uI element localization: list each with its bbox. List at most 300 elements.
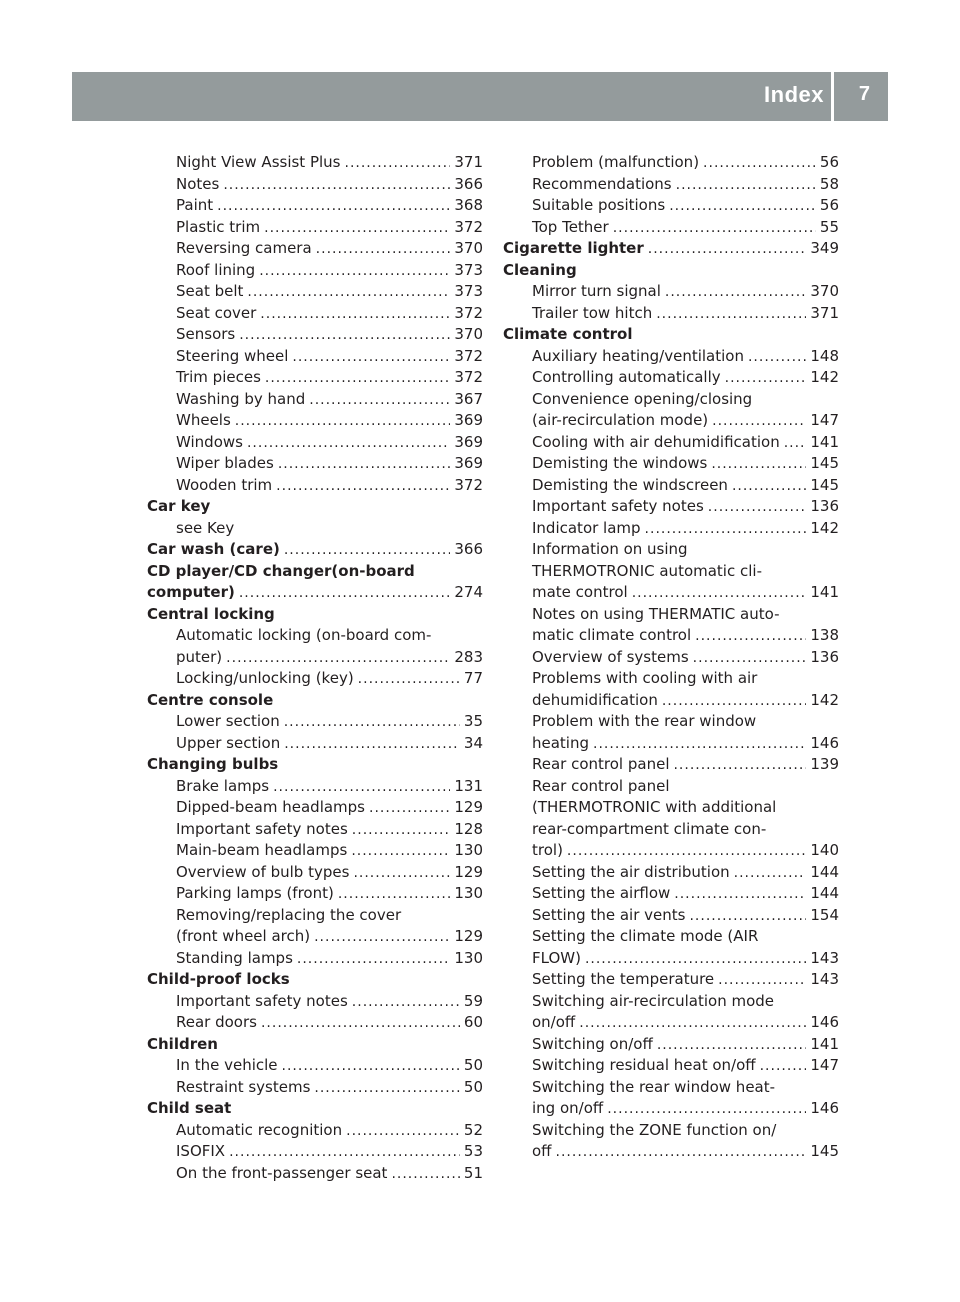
entry-text: Notes bbox=[176, 174, 220, 193]
entry-text: Notes on using THERMATIC auto- bbox=[532, 604, 780, 623]
entry-text: Sensors bbox=[176, 325, 236, 343]
index-subentry bbox=[503, 346, 839, 368]
index-subentry bbox=[147, 711, 483, 733]
index-subentry bbox=[147, 991, 483, 1013]
entry-text: Rear control panel bbox=[532, 776, 670, 795]
entry-text: Car wash (care) bbox=[147, 540, 280, 558]
index-subentry bbox=[147, 174, 483, 196]
entry-page-number: 143 bbox=[810, 970, 839, 988]
index-subentry bbox=[503, 582, 839, 604]
entry-text: Switching on/off bbox=[532, 1034, 653, 1053]
entry-page-number: 366 bbox=[454, 174, 483, 193]
index-subentry bbox=[503, 174, 839, 196]
index-subentry bbox=[503, 453, 839, 475]
entry-text: dehumidification bbox=[532, 690, 658, 709]
index-subentry bbox=[503, 690, 839, 712]
entry-text: Brake lamps bbox=[176, 776, 270, 795]
index-subentry bbox=[503, 1098, 839, 1120]
entry-page-number: 139 bbox=[810, 755, 839, 773]
dot-leader bbox=[247, 433, 450, 455]
index-subentry bbox=[147, 840, 483, 862]
entry-text: Cooling with air dehumidification bbox=[532, 432, 780, 451]
index-subentry bbox=[147, 905, 483, 927]
dot-leader bbox=[784, 433, 807, 455]
dot-leader bbox=[673, 755, 806, 777]
index-subentry bbox=[503, 1141, 839, 1163]
entry-text: Wooden trim bbox=[176, 475, 273, 494]
entry-text: Indicator lamp bbox=[532, 518, 641, 537]
entry-text: Setting the climate mode (AIR bbox=[532, 927, 759, 945]
entry-text: matic climate control bbox=[532, 626, 692, 644]
index-subentry bbox=[147, 367, 483, 389]
entry-text: Car key bbox=[147, 497, 211, 515]
entry-page-number: 366 bbox=[454, 540, 483, 558]
index-subentry bbox=[503, 1012, 839, 1034]
entry-page-number: 154 bbox=[810, 905, 839, 924]
dot-leader bbox=[358, 669, 460, 691]
index-subentry bbox=[503, 1034, 839, 1056]
entry-text: Changing bulbs bbox=[147, 755, 279, 773]
entry-page-number: 372 bbox=[454, 368, 483, 386]
entry-page-number: 370 bbox=[454, 239, 483, 257]
dot-leader bbox=[265, 368, 450, 390]
entry-page-number: 368 bbox=[454, 196, 483, 214]
index-heading bbox=[147, 561, 483, 583]
index-subentry bbox=[147, 625, 483, 647]
entry-text: Upper section bbox=[176, 733, 281, 752]
entry-text: Setting the air distribution bbox=[532, 862, 730, 881]
dot-leader bbox=[260, 304, 450, 326]
index-subentry bbox=[503, 217, 839, 239]
entry-page-number: 136 bbox=[810, 497, 839, 515]
entry-page-number: 35 bbox=[463, 712, 483, 730]
index-subentry bbox=[503, 432, 839, 454]
entry-text: Seat belt bbox=[176, 282, 244, 300]
index-heading bbox=[147, 1034, 483, 1056]
entry-page-number: 372 bbox=[454, 303, 483, 322]
entry-text: trol) bbox=[532, 841, 563, 859]
dot-leader bbox=[284, 540, 451, 562]
dot-leader bbox=[223, 175, 450, 197]
entry-page-number: 372 bbox=[454, 217, 483, 236]
entry-text: Information on using bbox=[532, 540, 688, 558]
entry-text: off bbox=[532, 1142, 552, 1160]
entry-text: (front wheel arch) bbox=[176, 927, 311, 945]
index-subentry bbox=[503, 840, 839, 862]
entry-text: Plastic trim bbox=[176, 217, 261, 236]
entry-text: Setting the temperature bbox=[532, 970, 715, 988]
index-subentry bbox=[503, 152, 839, 174]
entry-text: Important safety notes bbox=[176, 819, 348, 838]
entry-text: Central locking bbox=[147, 604, 275, 623]
dot-leader bbox=[247, 282, 450, 304]
entry-text: Top Tether bbox=[532, 217, 609, 236]
index-subentry bbox=[147, 819, 483, 841]
index-subentry bbox=[147, 475, 483, 497]
page-number: 7 bbox=[858, 83, 870, 105]
dot-leader bbox=[314, 927, 450, 949]
entry-page-number: 144 bbox=[810, 862, 839, 881]
entry-page-number: 143 bbox=[810, 948, 839, 967]
dot-leader bbox=[259, 261, 450, 283]
index-subentry bbox=[503, 518, 839, 540]
index-heading bbox=[503, 324, 839, 346]
index-subentry bbox=[503, 905, 839, 927]
entry-page-number: 131 bbox=[454, 776, 483, 795]
entry-text: (air-recirculation mode) bbox=[532, 411, 709, 429]
entry-page-number: 129 bbox=[454, 927, 483, 945]
dot-leader bbox=[261, 1013, 460, 1035]
index-subentry bbox=[503, 303, 839, 325]
entry-page-number: 145 bbox=[810, 454, 839, 472]
entry-text: Switching the rear window heat- bbox=[532, 1077, 776, 1096]
entry-page-number: 138 bbox=[810, 626, 839, 644]
entry-text: Trailer tow hitch bbox=[532, 303, 653, 322]
index-subentry bbox=[147, 238, 483, 260]
entry-text: ing on/off bbox=[532, 1099, 604, 1117]
entry-page-number: 370 bbox=[810, 282, 839, 300]
dot-leader bbox=[352, 820, 451, 842]
dot-leader bbox=[674, 884, 806, 906]
dot-leader bbox=[669, 196, 816, 218]
index-subentry bbox=[503, 819, 839, 841]
index-heading bbox=[147, 690, 483, 712]
dot-leader bbox=[239, 325, 450, 347]
entry-page-number: 373 bbox=[454, 260, 483, 279]
index-subentry bbox=[503, 475, 839, 497]
entry-text: Overview of systems bbox=[532, 647, 689, 666]
index-subentry bbox=[503, 668, 839, 690]
entry-page-number: 145 bbox=[810, 1142, 839, 1160]
dot-leader bbox=[217, 196, 450, 218]
dot-leader bbox=[351, 841, 450, 863]
index-subentry bbox=[147, 1055, 483, 1077]
entry-page-number: 371 bbox=[454, 153, 483, 171]
entry-page-number: 367 bbox=[454, 389, 483, 408]
dot-leader bbox=[235, 411, 451, 433]
entry-page-number: 141 bbox=[810, 432, 839, 451]
index-subentry bbox=[147, 217, 483, 239]
entry-page-number: 274 bbox=[454, 583, 483, 601]
entry-page-number: 372 bbox=[454, 475, 483, 494]
index-subentry bbox=[147, 1012, 483, 1034]
dot-leader bbox=[718, 970, 806, 992]
index-heading bbox=[147, 754, 483, 776]
index-heading bbox=[147, 496, 483, 518]
index-subentry bbox=[503, 367, 839, 389]
entry-text: Lower section bbox=[176, 712, 280, 730]
index-subentry bbox=[147, 776, 483, 798]
index-subentry bbox=[147, 518, 483, 540]
entry-text: Roof lining bbox=[176, 260, 256, 279]
dot-leader bbox=[579, 1013, 806, 1035]
entry-text: Switching air-recirculation mode bbox=[532, 991, 775, 1010]
entry-text: THERMOTRONIC automatic cli- bbox=[532, 561, 762, 580]
dot-leader bbox=[607, 1099, 806, 1121]
entry-page-number: 60 bbox=[463, 1013, 483, 1031]
entry-text: Problem (malfunction) bbox=[532, 153, 700, 171]
dot-leader bbox=[712, 411, 806, 433]
entry-page-number: 53 bbox=[463, 1142, 483, 1160]
entry-text: Trim pieces bbox=[176, 368, 261, 386]
index-column-right bbox=[503, 152, 839, 1163]
index-subentry bbox=[503, 776, 839, 798]
entry-text: Important safety notes bbox=[176, 991, 348, 1010]
index-subentry bbox=[147, 432, 483, 454]
index-subentry bbox=[147, 1163, 483, 1185]
entry-page-number: 130 bbox=[454, 884, 483, 902]
entry-text: In the vehicle bbox=[176, 1056, 278, 1074]
index-subentry bbox=[503, 991, 839, 1013]
entry-text: (THERMOTRONIC with additional bbox=[532, 798, 777, 816]
entry-page-number: 369 bbox=[454, 432, 483, 451]
entry-text: Rear doors bbox=[176, 1013, 257, 1031]
index-subentry bbox=[503, 1077, 839, 1099]
index-heading bbox=[503, 260, 839, 282]
index-subentry bbox=[147, 260, 483, 282]
entry-text: Controlling automatically bbox=[532, 368, 721, 386]
entry-page-number: 142 bbox=[810, 368, 839, 386]
index-subentry bbox=[147, 926, 483, 948]
entry-page-number: 77 bbox=[463, 669, 483, 687]
index-subentry bbox=[147, 733, 483, 755]
entry-page-number: 56 bbox=[819, 196, 839, 214]
dot-leader bbox=[708, 497, 807, 519]
entry-page-number: 371 bbox=[810, 303, 839, 322]
entry-text: Night View Assist Plus bbox=[176, 153, 341, 171]
entry-text: heating bbox=[532, 733, 590, 752]
entry-page-number: 349 bbox=[810, 239, 839, 257]
dot-leader bbox=[391, 1164, 459, 1186]
index-subentry bbox=[147, 453, 483, 475]
entry-text: Demisting the windscreen bbox=[532, 475, 728, 494]
entry-text: Mirror turn signal bbox=[532, 282, 661, 300]
entry-page-number: 59 bbox=[463, 991, 483, 1010]
dot-leader bbox=[316, 239, 451, 261]
index-subentry bbox=[503, 195, 839, 217]
index-heading bbox=[147, 1098, 483, 1120]
entry-text: Setting the air vents bbox=[532, 905, 686, 924]
entry-page-number: 144 bbox=[810, 884, 839, 902]
entry-text: Cleaning bbox=[503, 260, 577, 279]
entry-page-number: 146 bbox=[810, 1013, 839, 1031]
entry-text: Reversing camera bbox=[176, 239, 312, 257]
index-subentry bbox=[503, 389, 839, 411]
index-subentry bbox=[147, 152, 483, 174]
entry-text: Important safety notes bbox=[532, 497, 704, 515]
dot-leader bbox=[760, 1056, 807, 1078]
dot-leader bbox=[662, 691, 807, 713]
dot-leader bbox=[309, 390, 450, 412]
index-subentry bbox=[503, 948, 839, 970]
entry-page-number: 369 bbox=[454, 454, 483, 472]
entry-text: Seat cover bbox=[176, 303, 257, 322]
entry-page-number: 283 bbox=[454, 647, 483, 666]
entry-page-number: 141 bbox=[810, 583, 839, 601]
entry-page-number: 145 bbox=[810, 475, 839, 494]
index-subentry bbox=[503, 797, 839, 819]
entry-page-number: 34 bbox=[463, 733, 483, 752]
entry-text: Switching residual heat on/off bbox=[532, 1056, 756, 1074]
entry-page-number: 370 bbox=[454, 325, 483, 343]
dot-leader bbox=[657, 1035, 807, 1057]
dot-leader bbox=[284, 734, 460, 756]
entry-page-number: 373 bbox=[454, 282, 483, 300]
header-bar bbox=[72, 72, 888, 121]
entry-text: Standing lamps bbox=[176, 948, 293, 967]
entry-text: Child-proof locks bbox=[147, 970, 290, 988]
index-subentry bbox=[503, 754, 839, 776]
entry-page-number: 146 bbox=[810, 733, 839, 752]
entry-page-number: 146 bbox=[810, 1099, 839, 1117]
dot-leader bbox=[282, 1056, 460, 1078]
index-subentry bbox=[503, 561, 839, 583]
entry-page-number: 50 bbox=[463, 1056, 483, 1074]
dot-leader bbox=[613, 218, 816, 240]
entry-page-number: 147 bbox=[810, 411, 839, 429]
entry-text: Centre console bbox=[147, 690, 274, 709]
dot-leader bbox=[645, 519, 807, 541]
entry-text: Switching the ZONE function on/ bbox=[532, 1120, 777, 1139]
entry-text: Automatic locking (on-board com- bbox=[176, 626, 432, 644]
index-subentry bbox=[503, 496, 839, 518]
entry-page-number: 130 bbox=[454, 948, 483, 967]
index-subentry bbox=[147, 324, 483, 346]
entry-text: Suitable positions bbox=[532, 196, 666, 214]
entry-text: Windows bbox=[176, 432, 243, 451]
dot-leader bbox=[676, 175, 816, 197]
dot-leader bbox=[292, 347, 450, 369]
entry-page-number: 58 bbox=[819, 174, 839, 193]
dot-leader bbox=[711, 454, 806, 476]
index-heading bbox=[147, 604, 483, 626]
entry-page-number: 147 bbox=[810, 1056, 839, 1074]
dot-leader bbox=[593, 734, 806, 756]
entry-text: Setting the airflow bbox=[532, 884, 671, 902]
dot-leader bbox=[278, 454, 451, 476]
dot-leader bbox=[239, 583, 451, 605]
entry-text: Wiper blades bbox=[176, 454, 274, 472]
dot-leader bbox=[693, 648, 807, 670]
entry-text: Climate control bbox=[503, 325, 633, 343]
entry-page-number: 369 bbox=[454, 411, 483, 429]
dot-leader bbox=[226, 648, 450, 670]
index-subentry bbox=[147, 410, 483, 432]
entry-text: Washing by hand bbox=[176, 389, 306, 408]
index-subentry bbox=[503, 625, 839, 647]
entry-page-number: 50 bbox=[463, 1077, 483, 1096]
dot-leader bbox=[632, 583, 807, 605]
entry-text: On the front-passenger seat bbox=[176, 1163, 388, 1182]
entry-page-number: 56 bbox=[819, 153, 839, 171]
entry-text: Removing/replacing the cover bbox=[176, 905, 402, 924]
index-subentry bbox=[147, 883, 483, 905]
entry-text: Restraint systems bbox=[176, 1077, 311, 1096]
index-subentry bbox=[503, 862, 839, 884]
index-subentry bbox=[147, 668, 483, 690]
index-subentry bbox=[147, 862, 483, 884]
entry-text: Cigarette lighter bbox=[503, 239, 644, 257]
dot-leader bbox=[732, 476, 806, 498]
index-subentry bbox=[147, 346, 483, 368]
entry-text: Auxiliary heating/ventilation bbox=[532, 346, 744, 365]
dot-leader bbox=[297, 949, 450, 971]
entry-text: Parking lamps (front) bbox=[176, 884, 334, 902]
dot-leader bbox=[656, 304, 806, 326]
entry-text: Wheels bbox=[176, 411, 231, 429]
entry-text: puter) bbox=[176, 647, 223, 666]
entry-text: Recommendations bbox=[532, 174, 672, 193]
dot-leader bbox=[725, 368, 807, 390]
dot-leader bbox=[695, 626, 806, 648]
entry-text: Steering wheel bbox=[176, 346, 289, 365]
entry-page-number: 148 bbox=[810, 346, 839, 365]
dot-leader bbox=[703, 153, 816, 175]
entry-text: Children bbox=[147, 1034, 218, 1053]
dot-leader bbox=[229, 1142, 460, 1164]
entry-text: Dipped-beam headlamps bbox=[176, 798, 366, 816]
index-subentry bbox=[147, 389, 483, 411]
section-title: Index bbox=[764, 82, 824, 107]
entry-text: Main-beam headlamps bbox=[176, 841, 348, 859]
entry-text: Paint bbox=[176, 196, 214, 214]
dot-leader bbox=[314, 1078, 460, 1100]
index-heading bbox=[503, 238, 839, 260]
dot-leader bbox=[665, 282, 806, 304]
entry-page-number: 55 bbox=[819, 217, 839, 236]
dot-leader bbox=[284, 712, 460, 734]
entry-text: Child seat bbox=[147, 1099, 232, 1117]
dot-leader bbox=[346, 1121, 460, 1143]
entry-text: Rear control panel bbox=[532, 755, 670, 773]
dot-leader bbox=[585, 949, 806, 971]
entry-page-number: 140 bbox=[810, 841, 839, 859]
entry-text: Convenience opening/closing bbox=[532, 389, 753, 408]
index-subentry bbox=[503, 281, 839, 303]
index-subentry bbox=[503, 711, 839, 733]
entry-page-number: 129 bbox=[454, 862, 483, 881]
index-subentry bbox=[503, 926, 839, 948]
dot-leader bbox=[273, 777, 450, 799]
index-subentry bbox=[147, 647, 483, 669]
entry-text: computer) bbox=[147, 583, 235, 601]
entry-text: mate control bbox=[532, 583, 628, 601]
index-subentry bbox=[503, 604, 839, 626]
header-divider bbox=[831, 72, 834, 121]
dot-leader bbox=[276, 476, 450, 498]
dot-leader bbox=[352, 992, 460, 1014]
entry-text: rear-compartment climate con- bbox=[532, 819, 767, 838]
entry-text: Problem with the rear window bbox=[532, 712, 757, 730]
index-subentry bbox=[147, 1120, 483, 1142]
entry-text: Automatic recognition bbox=[176, 1120, 343, 1139]
dot-leader bbox=[353, 863, 450, 885]
entry-page-number: 142 bbox=[810, 690, 839, 709]
entry-text: FLOW) bbox=[532, 948, 581, 967]
index-subentry bbox=[147, 303, 483, 325]
index-subentry bbox=[503, 969, 839, 991]
dot-leader bbox=[748, 347, 806, 369]
index-heading bbox=[147, 539, 483, 561]
entry-page-number: 142 bbox=[810, 518, 839, 537]
index-subentry bbox=[503, 1055, 839, 1077]
dot-leader bbox=[556, 1142, 807, 1164]
dot-leader bbox=[648, 239, 807, 261]
entry-page-number: 52 bbox=[463, 1120, 483, 1139]
index-subentry bbox=[147, 281, 483, 303]
index-heading bbox=[147, 969, 483, 991]
index-column-left bbox=[147, 152, 483, 1184]
